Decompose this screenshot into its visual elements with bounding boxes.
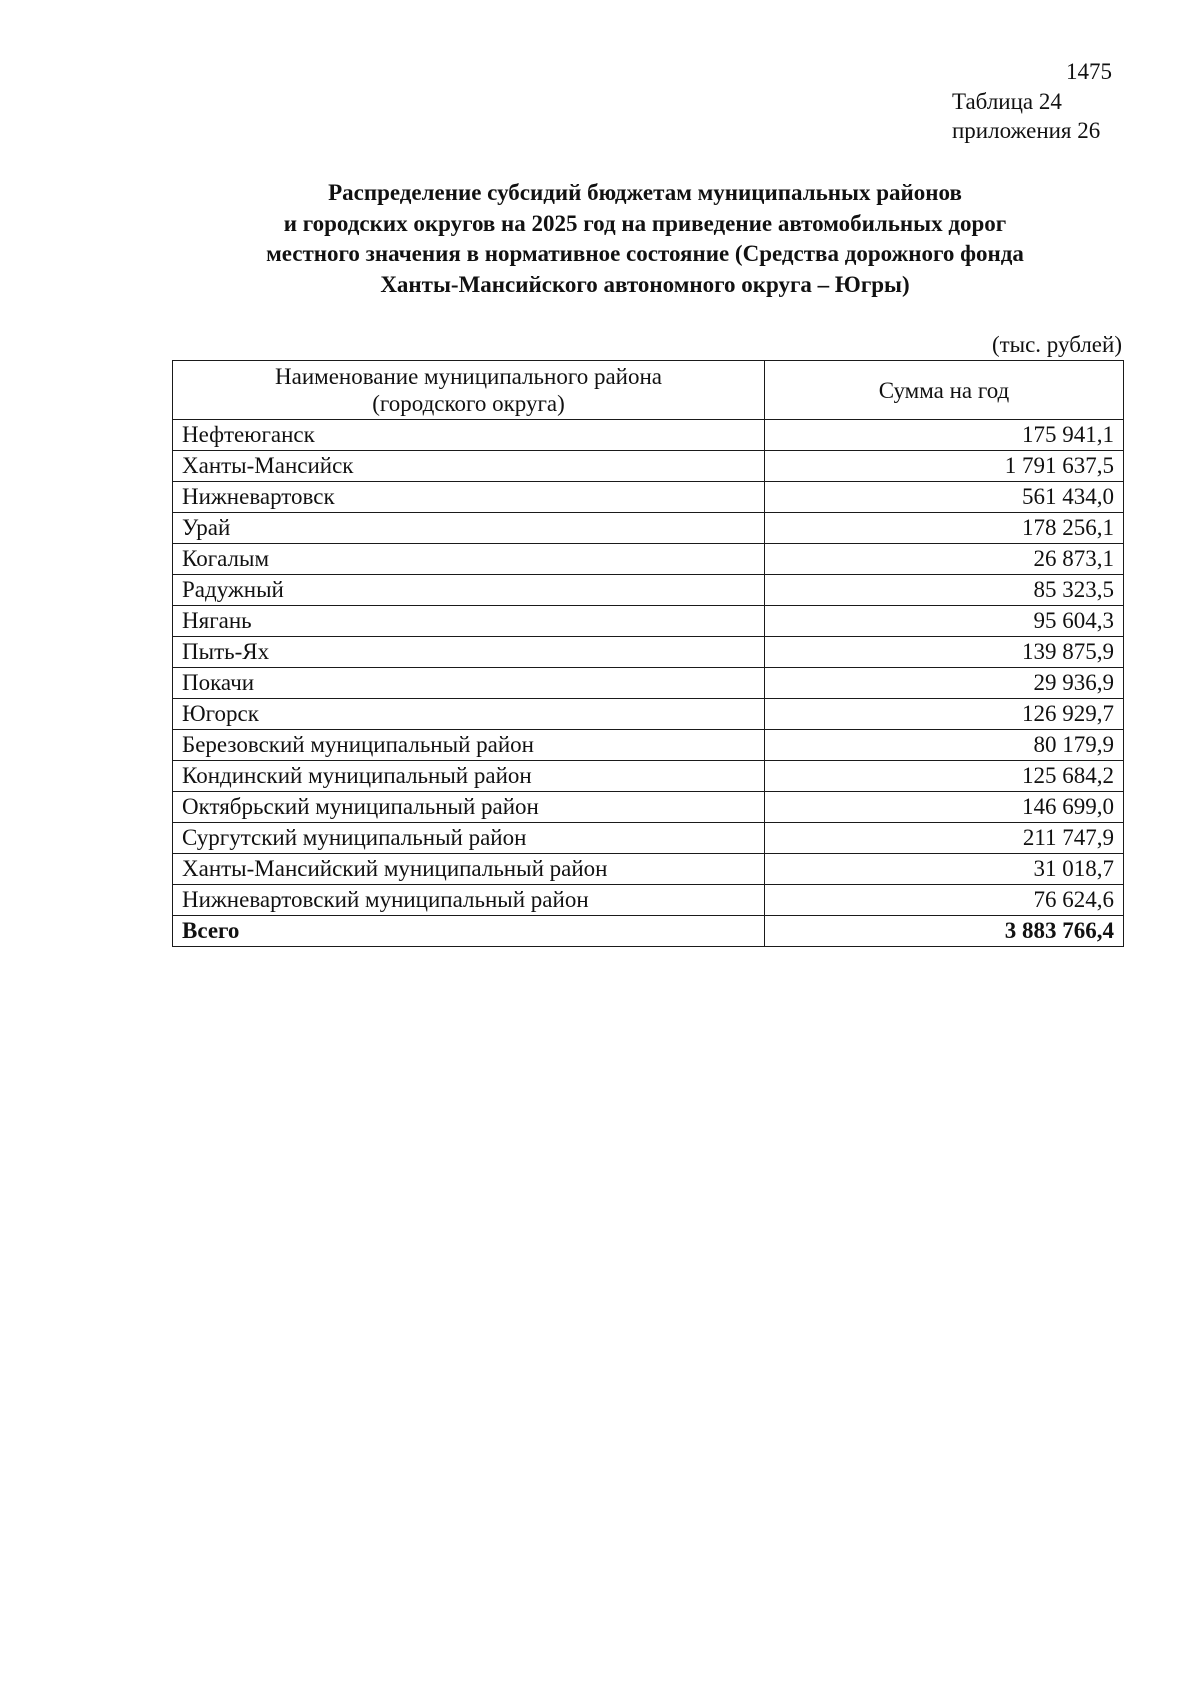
- table-reference: [952, 87, 1100, 145]
- column-header-name: [173, 361, 765, 420]
- row-amount: 139 875,9: [765, 637, 1124, 668]
- row-name: Нижневартовский муниципальный район: [173, 885, 765, 916]
- column-header-name-line-2: (городского округа): [372, 391, 565, 416]
- row-amount: 76 624,6: [765, 885, 1124, 916]
- table-row: [173, 885, 1124, 916]
- row-name: Когалым: [173, 544, 765, 575]
- row-name: Кондинский муниципальный район: [173, 761, 765, 792]
- table-row: [173, 513, 1124, 544]
- row-name: Ханты-Мансийский муниципальный район: [173, 854, 765, 885]
- column-header-amount: Сумма на год: [765, 361, 1124, 420]
- table-reference-appendix: приложения 26: [952, 118, 1101, 143]
- row-name: Радужный: [173, 575, 765, 606]
- title-line-2: и городских округов на 2025 год на приведение автомобильных дорог: [283, 210, 1007, 236]
- table-reference-number: Таблица 24: [952, 89, 1062, 114]
- row-amount: 31 018,7: [765, 854, 1124, 885]
- total-amount: 3 883 766,4: [765, 916, 1124, 947]
- row-amount: 146 699,0: [765, 792, 1124, 823]
- table-row: [173, 637, 1124, 668]
- row-amount: 29 936,9: [765, 668, 1124, 699]
- table-row: [173, 823, 1124, 854]
- table-row: [173, 668, 1124, 699]
- row-amount: 1 791 637,5: [765, 451, 1124, 482]
- table-row: [173, 699, 1124, 730]
- row-name: Покачи: [173, 668, 765, 699]
- table-total-row: [173, 916, 1124, 947]
- row-amount: 125 684,2: [765, 761, 1124, 792]
- row-amount: 80 179,9: [765, 730, 1124, 761]
- units-label: (тыс. рублей): [991, 332, 1122, 357]
- row-amount: 561 434,0: [765, 482, 1124, 513]
- row-name: Урай: [173, 513, 765, 544]
- row-name: Югорск: [173, 699, 765, 730]
- row-amount: 175 941,1: [765, 420, 1124, 451]
- table-row: [173, 606, 1124, 637]
- table-row: [173, 544, 1124, 575]
- title-line-3: местного значения в нормативное состояние (Средства дорожного фонда: [266, 241, 1024, 266]
- table-header-row: [173, 361, 1124, 420]
- row-name: Октябрьский муниципальный район: [173, 792, 765, 823]
- title-line-4: Ханты-Мансийского автономного округа – Югры): [380, 271, 910, 297]
- row-name: Ханты-Мансийск: [173, 451, 765, 482]
- table-row: [173, 792, 1124, 823]
- row-amount: 85 323,5: [765, 575, 1124, 606]
- table-row: [173, 761, 1124, 792]
- column-header-name-line-1: Наименование муниципального района: [275, 364, 662, 389]
- table-row: [173, 575, 1124, 606]
- row-amount: 126 929,7: [765, 699, 1124, 730]
- row-name: Сургутский муниципальный район: [173, 823, 765, 854]
- table-row: [173, 482, 1124, 513]
- row-amount: 26 873,1: [765, 544, 1124, 575]
- table-row: [173, 451, 1124, 482]
- row-name: Березовский муниципальный район: [173, 730, 765, 761]
- row-name: Пыть-Ях: [173, 637, 765, 668]
- row-name: Нягань: [173, 606, 765, 637]
- page-number: 1475: [1066, 59, 1112, 84]
- subsidy-table: [172, 360, 1124, 947]
- row-name: Нижневартовск: [173, 482, 765, 513]
- document-title: [172, 178, 1118, 300]
- row-amount: 178 256,1: [765, 513, 1124, 544]
- row-amount: 211 747,9: [765, 823, 1124, 854]
- total-label: Всего: [173, 916, 765, 947]
- row-name: Нефтеюганск: [173, 420, 765, 451]
- row-amount: 95 604,3: [765, 606, 1124, 637]
- table-row: [173, 420, 1124, 451]
- title-line-1: Распределение субсидий бюджетам муниципальных районов: [328, 180, 962, 205]
- table-row: [173, 730, 1124, 761]
- table-row: [173, 854, 1124, 885]
